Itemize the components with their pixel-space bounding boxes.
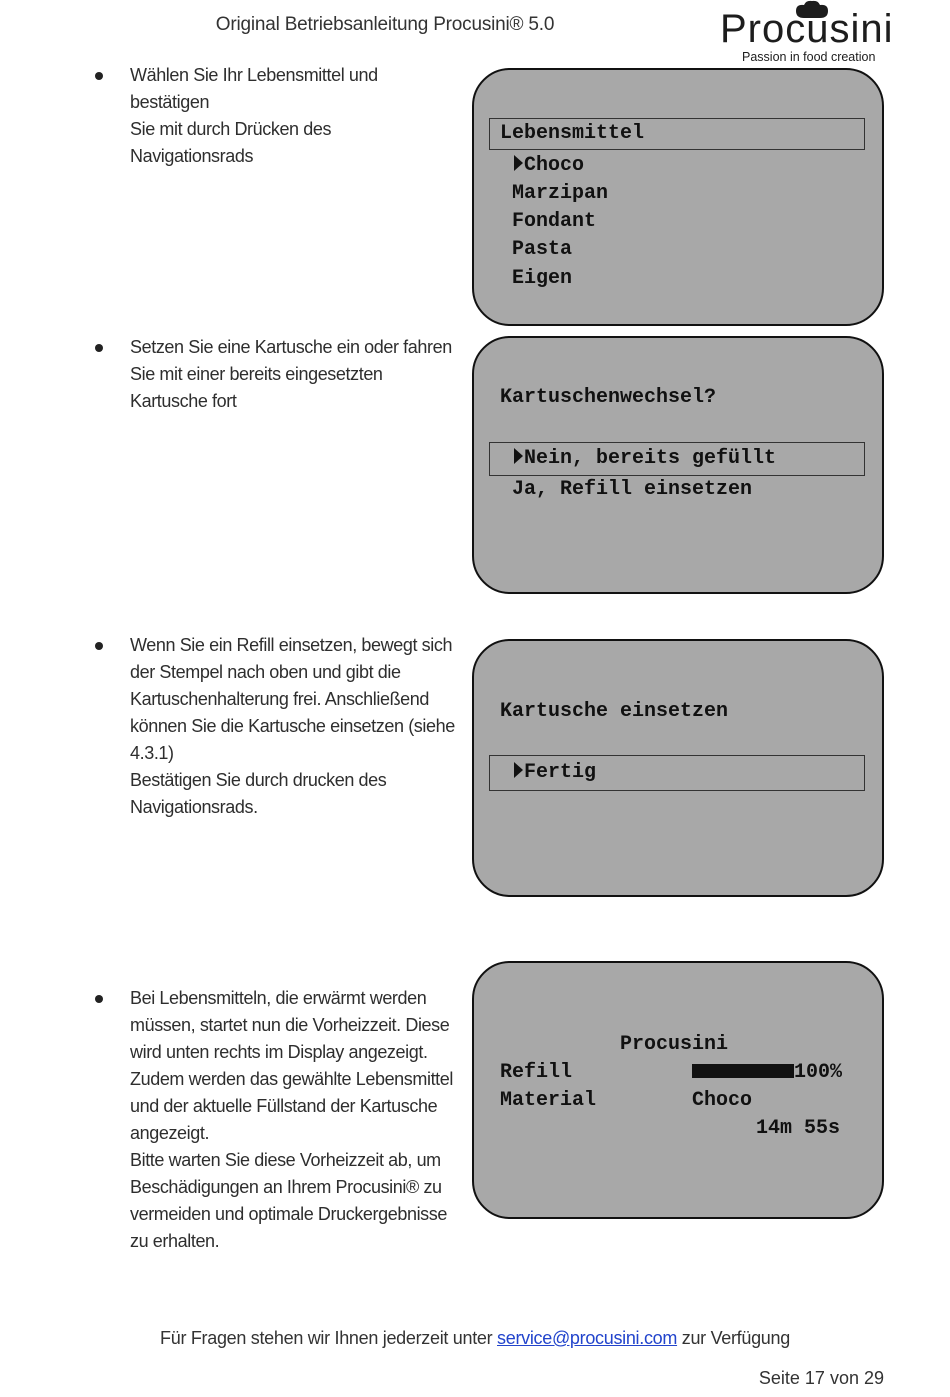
- selection-arrow-icon: [514, 155, 523, 171]
- menu-item-marzipan[interactable]: Marzipan: [512, 182, 609, 205]
- menu-item-pasta[interactable]: Pasta: [512, 238, 573, 261]
- display-status: [472, 961, 884, 1219]
- menu-item-eigen[interactable]: Eigen: [512, 267, 573, 290]
- instruction-line: angezeigt.: [130, 1123, 210, 1143]
- display-insert-cartridge: [472, 639, 884, 897]
- menu-item-fondant[interactable]: Fondant: [512, 210, 597, 233]
- instruction-line: der Stempel nach oben und gibt die: [130, 662, 401, 682]
- instruction-insert-cartridge: [95, 334, 455, 415]
- page-number: Seite 17 von 29: [758, 1368, 884, 1388]
- menu-title: Lebensmittel: [500, 122, 645, 145]
- material-label: Material: [500, 1089, 597, 1112]
- refill-label: Refill: [500, 1061, 573, 1084]
- insert-cartridge-title: Kartusche einsetzen: [500, 700, 729, 723]
- instruction-line: können Sie die Kartusche einsetzen (siehe: [130, 716, 455, 736]
- instruction-line: müssen, startet nun die Vorheizzeit. Diese: [130, 1015, 450, 1035]
- logo-wordmark: Procusini: [720, 7, 894, 51]
- instruction-line: Wenn Sie ein Refill einsetzen, bewegt sich: [130, 635, 453, 655]
- display-food-menu: [472, 68, 884, 326]
- instruction-line: Kartusche fort: [130, 391, 237, 411]
- instruction-line: 4.3.1): [130, 743, 174, 763]
- bullet-icon: [95, 72, 103, 80]
- instruction-line: Sie mit durch Drücken des Navigationsrads: [130, 119, 332, 166]
- instruction-refill: [95, 632, 455, 821]
- instruction-line: und der aktuelle Füllstand der Kartusche: [130, 1096, 438, 1116]
- instruction-line: Sie mit einer bereits eingesetzten: [130, 364, 383, 384]
- display-cartridge-change: [472, 336, 884, 594]
- bullet-icon: [95, 344, 103, 352]
- option-insert-refill[interactable]: Ja, Refill einsetzen: [512, 478, 753, 501]
- instruction-line: Setzen Sie eine Kartusche ein oder fahren: [130, 337, 452, 357]
- instruction-preheat: [95, 985, 455, 1255]
- instruction-select-food: [95, 62, 455, 170]
- instruction-line: Kartuschenhalterung frei. Anschließend: [130, 689, 429, 709]
- instruction-line: Bei Lebensmitteln, die erwärmt werden: [130, 988, 427, 1008]
- logo-tagline: Passion in food creation: [742, 50, 876, 64]
- option-already-filled[interactable]: Nein, bereits gefüllt: [514, 447, 776, 470]
- material-value: Choco: [692, 1089, 753, 1112]
- option-done[interactable]: Fertig: [514, 761, 596, 784]
- instruction-line: Navigationsrads.: [130, 797, 258, 817]
- cartridge-question: Kartuschenwechsel?: [500, 386, 717, 409]
- instruction-line: Bitte warten Sie diese Vorheizzeit ab, um: [130, 1150, 441, 1170]
- instruction-line: Zudem werden das gewählte Lebensmittel: [130, 1069, 453, 1089]
- preheat-timer: 14m 55s: [756, 1117, 841, 1140]
- instruction-line: wird unten rechts im Display angezeigt.: [130, 1042, 428, 1062]
- selection-arrow-icon: [514, 762, 523, 778]
- footer-suffix: zur Verfügung: [677, 1328, 790, 1348]
- status-title: Procusini: [620, 1033, 729, 1056]
- menu-item-choco[interactable]: Choco: [514, 154, 584, 177]
- procusini-logo: [712, 0, 898, 68]
- refill-percent: 100%: [794, 1061, 843, 1084]
- bullet-icon: [95, 642, 103, 650]
- instruction-line: zu erhalten.: [130, 1231, 220, 1251]
- selection-arrow-icon: [514, 448, 523, 464]
- service-email-link[interactable]: service@procusini.com: [497, 1328, 678, 1348]
- footer-prefix: Für Fragen stehen wir Ihnen jederzeit unter: [160, 1328, 498, 1348]
- bullet-icon: [95, 995, 103, 1003]
- instruction-line: Wählen Sie Ihr Lebensmittel und bestätigen: [130, 65, 378, 112]
- instruction-line: vermeiden und optimale Druckergebnisse: [130, 1204, 447, 1224]
- footer-contact: [0, 1328, 950, 1349]
- instruction-line: Beschädigungen an Ihrem Procusini® zu: [130, 1177, 442, 1197]
- refill-level-bar: [692, 1064, 794, 1078]
- document-header-title: Original Betriebsanleitung Procusini® 5.0: [215, 14, 555, 35]
- instruction-line: Bestätigen Sie durch drucken des: [130, 770, 387, 790]
